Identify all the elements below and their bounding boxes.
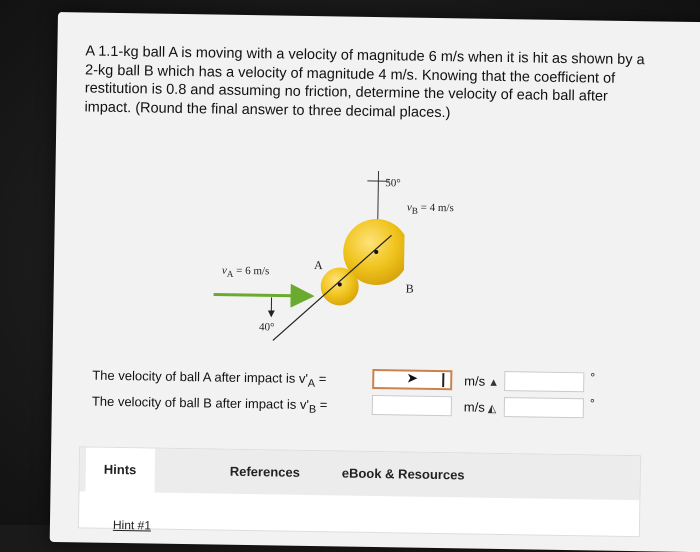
angle-top-label: 50° [385,177,401,189]
mouse-cursor-icon: ➤ [406,370,418,387]
answer-prompt-b: The velocity of ball B after impact is $v'_B$ = [92,394,328,416]
ball-a-label: A [314,258,323,273]
tab-references[interactable]: References [230,464,300,480]
answer-section [92,365,652,374]
direction-b-icon: ◭ [488,403,497,415]
problem-page [50,12,700,552]
angle-b-input[interactable] [504,397,584,418]
degree-b: ° [590,396,595,410]
velocity-a-input[interactable] [372,369,452,390]
unit-b: m/s ◭ [464,399,497,415]
va-arrow [214,294,309,295]
velocity-b-input[interactable] [372,395,452,416]
problem-line-4: impact. (Round the final answer to three decimal places.) [84,98,684,126]
problem-line-2: 2-kg ball B which has a velocity of magnitude 4 m/s. Knowing that the coefficient of [85,61,685,89]
problem-statement [84,42,685,125]
va-label: $v_A = 6$ m/s [222,265,270,280]
answer-row-ball-a [92,365,652,396]
problem-line-1: A 1.1-kg ball A is moving with a velocity of magnitude 6 m/s when it is hit as shown by a [85,42,685,70]
tab-hints[interactable]: Hints [85,447,154,492]
problem-line-3: restitution is 0.8 and assuming no friction, determine the velocity of each ball after [85,79,685,107]
tab-ebook-resources[interactable]: eBook & Resources [342,466,465,483]
angle-a-input[interactable] [504,371,584,392]
help-panel [78,446,641,537]
tabs-bar [79,447,640,500]
ball-b-label: B [406,281,414,296]
collision-diagram [143,153,406,347]
hint-1-link[interactable]: Hint #1 [113,518,151,533]
angle-bottom-label: 40° [259,321,275,333]
direction-a-icon: ▲ [488,377,499,389]
text-caret [442,373,444,387]
answer-row-ball-b [92,391,652,422]
degree-a: ° [590,370,595,384]
answer-prompt-a: The velocity of ball A after impact is $v'_A$ = [92,368,326,390]
unit-a: m/s ▲ [464,373,499,389]
collision-figure [143,153,406,347]
vb-label: $v_B = 4$ m/s [407,202,454,217]
